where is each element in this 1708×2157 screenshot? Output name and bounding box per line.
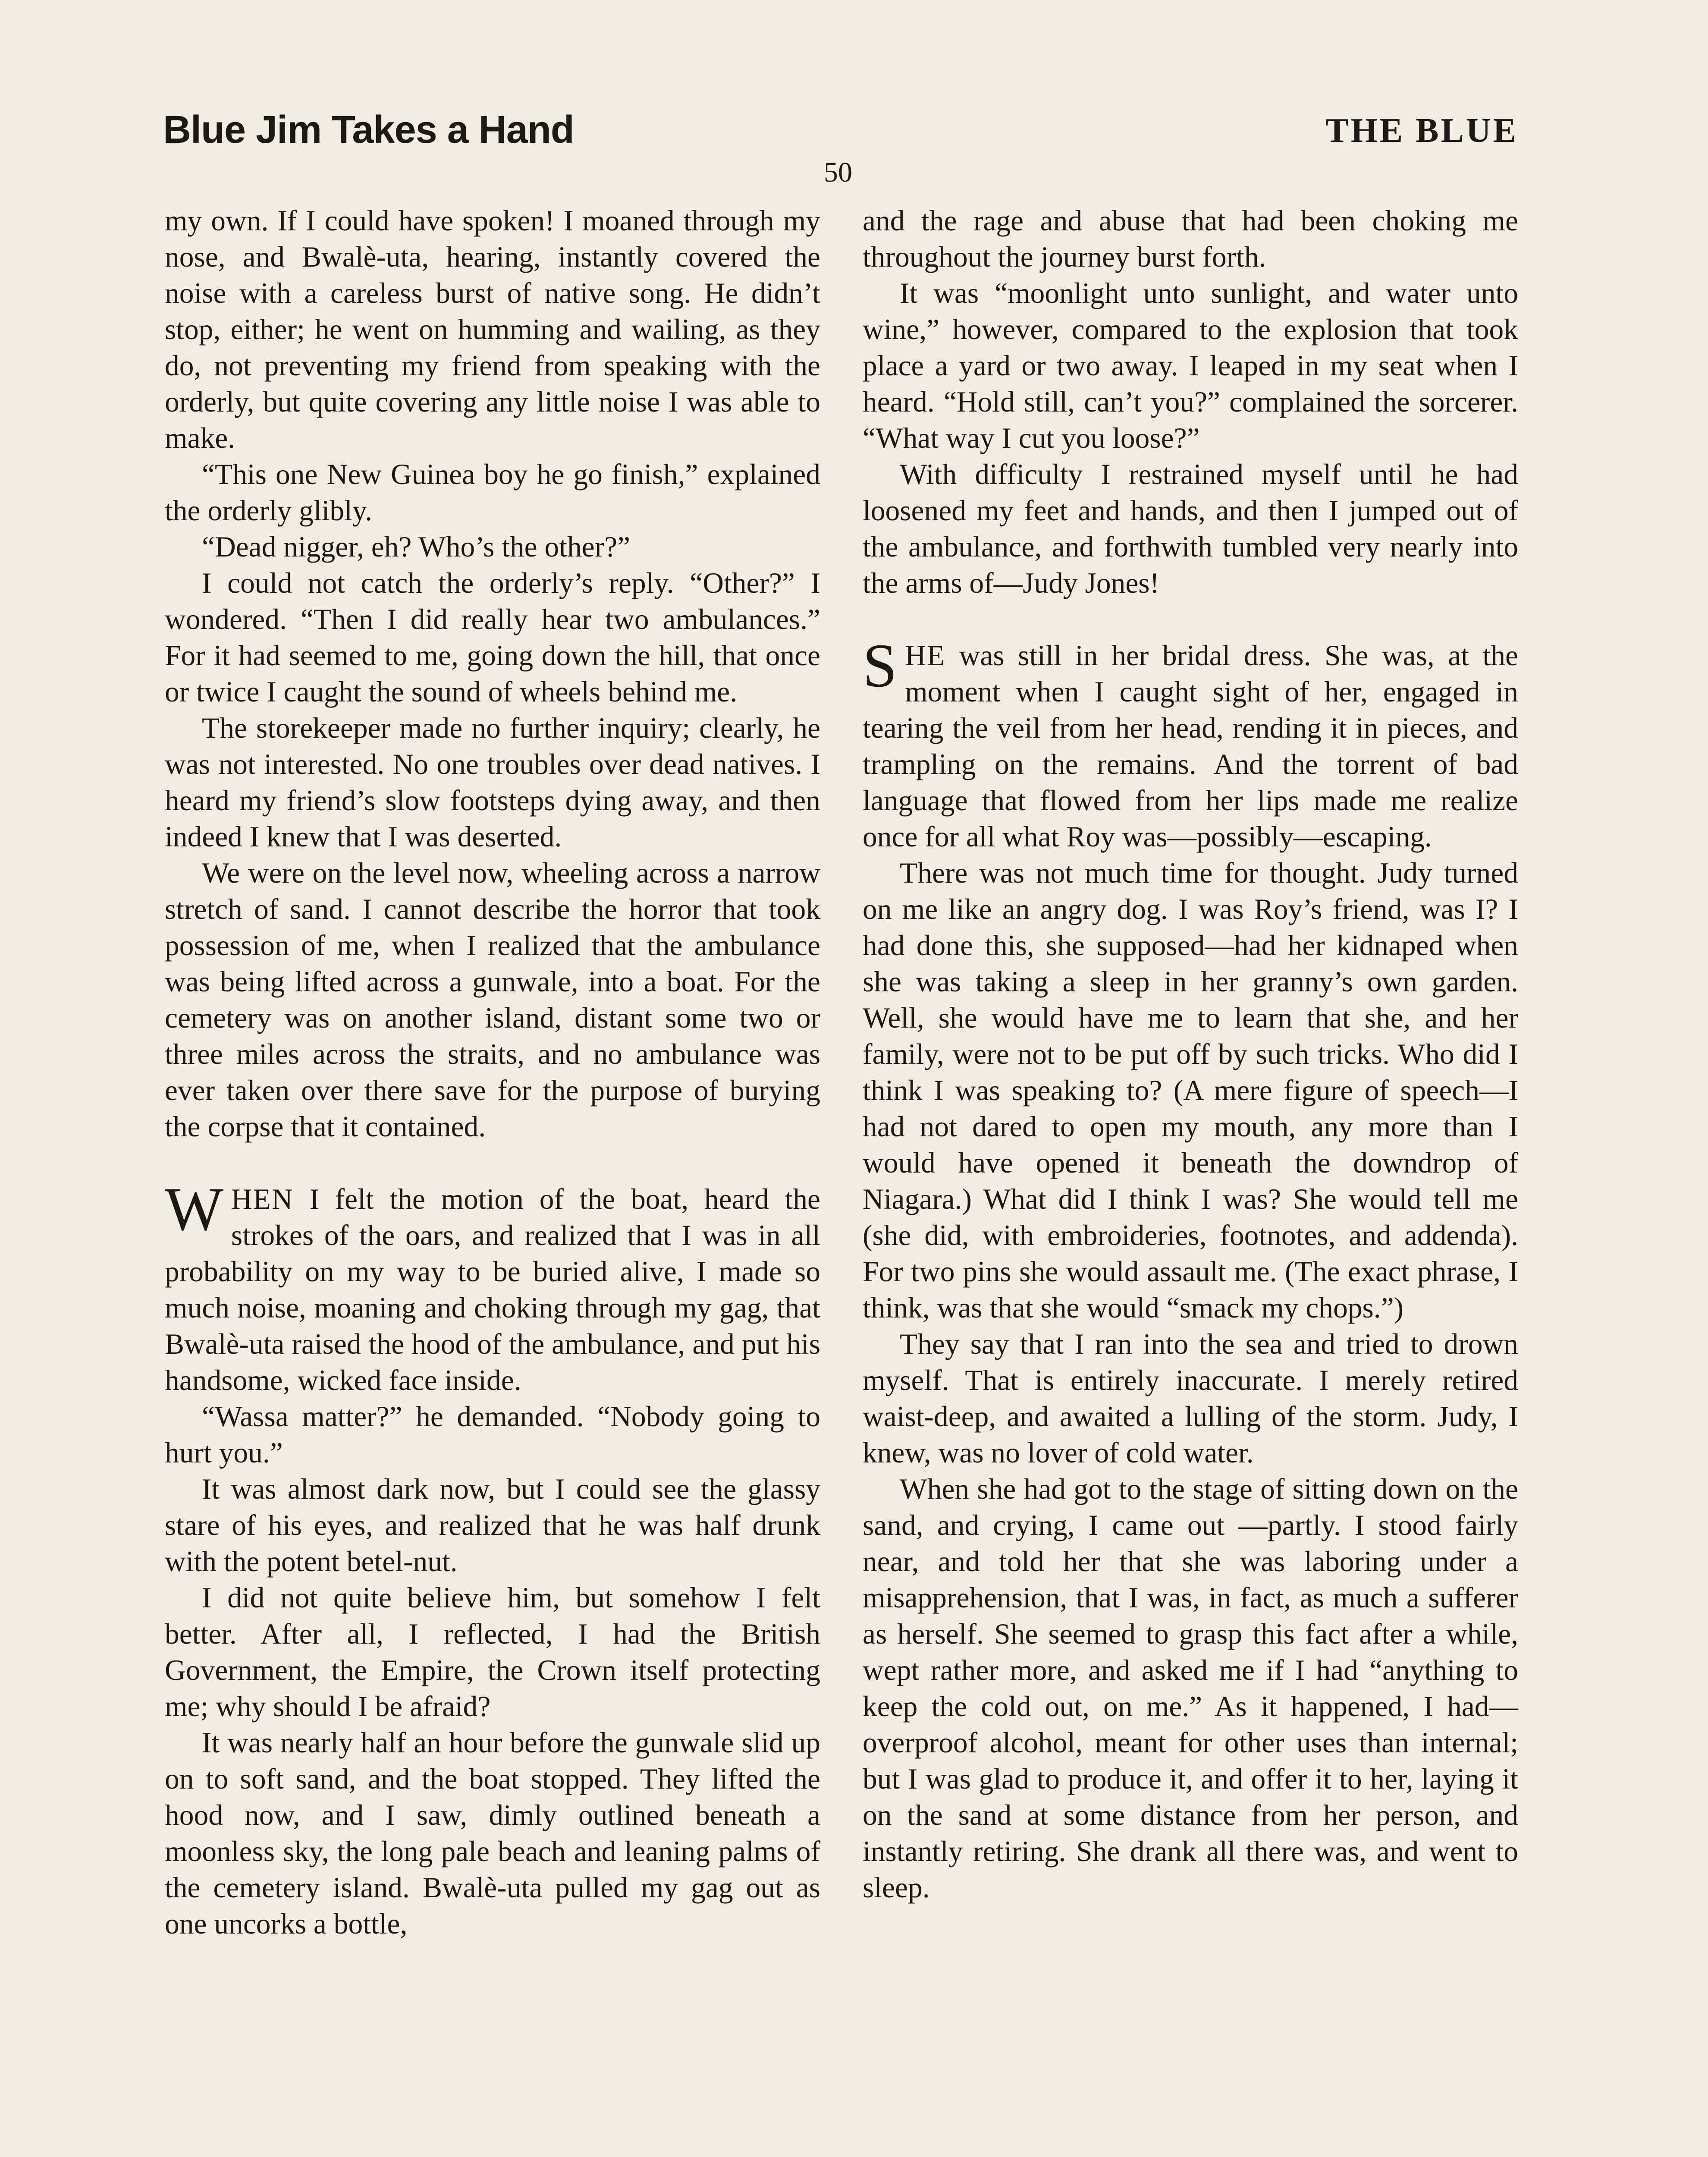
page-number: 50 <box>824 157 852 188</box>
paragraph: They say that I ran into the sea and tried to drown myself. That is entirely inaccurate. I merely retired waist-deep, and awaited a lulling of the storm. Judy, I knew, was no lover of cold water. <box>863 1328 1518 1469</box>
paragraph: “This one New Guinea boy he go finish,” explained the orderly glibly. <box>165 458 820 527</box>
paragraph: It was almost dark now, but I could see the glassy stare of his eyes, and realized that he was half drunk with the potent betel-nut. <box>165 1473 820 1578</box>
left-column <box>165 203 820 1942</box>
magazine-name: THE BLUE <box>1325 112 1518 150</box>
section-start-paragraph <box>165 1175 820 1399</box>
section-start-paragraph <box>863 632 1518 855</box>
paragraph: There was not much time for thought. Judy turned on me like an angry dog. I was Roy’s friend, was I? I had done this, she supposed—had her kidnaped when she was taking a sleep in her granny’s own garden. Well, she would have me to learn that she, and her family, were not to be put off by such tricks. Who did I think I was speaking to? (A mere figure of speech—I had not dared to open my mouth, any more than I would have opened it beneath the downdrop of Niagara.) What did I think I was? She would tell me (she did, with embroideries, footnotes, and addenda). For two pins she would assault me. (The exact phrase, I think, was that she would “smack my chops.”) <box>863 857 1518 1324</box>
paragraph: With difficulty I restrained myself until he had loosened my feet and hands, and then I jumped out of the ambulance, and forthwith tumbled very nearly into the arms of—Judy Jones! <box>863 458 1518 599</box>
right-column <box>863 203 1518 1906</box>
paragraph: When she had got to the stage of sitting down on the sand, and crying, I came out —partly. I stood fairly near, and told her that she was laboring under a misapprehension, that I was, in fact, as much a sufferer as herself. She seemed to grasp this fact after a while, wept rather more, and asked me if I had “anything to keep the cold out, on me.” As it happened, I had—overproof alcohol, meant for other uses than internal; but I was glad to produce it, and offer it to her, laying it on the sand at some distance from her person, and instantly retiring. She drank all there was, and went to sleep. <box>863 1473 1518 1904</box>
drop-cap: S <box>863 632 898 700</box>
small-caps-lead: HE <box>905 639 946 672</box>
paragraph-text: was still in her bridal dress. She was, at the moment when I caught sight of her, engaged in tearing the veil from her head, rending it in pieces, and trampling on the remains. And the torrent of bad language that flowed from her lips made me realize once for all what Roy was—possibly—escaping. <box>863 639 1518 853</box>
paragraph: and the rage and abuse that had been choking me throughout the journey burst forth. <box>863 204 1518 273</box>
paragraph: “Dead nigger, eh? Who’s the other?” <box>202 531 631 563</box>
paragraph: my own. If I could have spoken! I moaned through my nose, and Bwalè-uta, hearing, instantly covered the noise with a careless burst of native song. He didn’t stop, either; he went on humming and wailing, as they do, not preventing my friend from speaking with the orderly, but quite covering any little noise I was able to make. <box>165 204 820 454</box>
story-title: Blue Jim Takes a Hand <box>163 108 574 151</box>
paragraph: It was “moonlight unto sunlight, and water unto wine,” however, compared to the explosion that took place a yard or two away. I leaped in my seat when I heard. “Hold still, can’t you?” complained the sorcerer. “What way I cut you loose?” <box>863 277 1518 454</box>
paragraph: We were on the level now, wheeling across a narrow stretch of sand. I cannot describe the horror that took possession of me, when I realized that the ambulance was being lifted across a gunwale, into a boat. For the cemetery was on another island, distant some two or three miles across the straits, and no ambulance was ever taken over there save for the purpose of burying the corpse that it contained. <box>165 857 820 1143</box>
small-caps-lead: HEN <box>231 1183 294 1215</box>
paragraph: The storekeeper made no further inquiry; clearly, he was not interested. No one troubles over dead natives. I heard my friend’s slow footsteps dying away, and then indeed I knew that I was deserted. <box>165 712 820 853</box>
drop-cap: W <box>165 1175 223 1244</box>
paragraph: I could not catch the orderly’s reply. “Other?” I wondered. “Then I did really hear two ambulances.” For it had seemed to me, going down the hill, that once or twice I caught the sound of wheels behind me. <box>165 567 820 708</box>
paragraph: It was nearly half an hour before the gunwale slid up on to soft sand, and the boat stopped. They lifted the hood now, and I saw, dimly outlined beneath a moonless sky, the long pale beach and leaning palms of the cemetery island. Bwalè-uta pulled my gag out as one uncorks a bottle, <box>165 1726 820 1940</box>
paragraph: I did not quite believe him, but somehow I felt better. After all, I reflected, I had the British Government, the Empire, the Crown itself protecting me; why should I be afraid? <box>165 1582 820 1723</box>
paragraph: “Wassa matter?” he demanded. “Nobody going to hurt you.” <box>165 1400 820 1469</box>
paragraph-text: I felt the motion of the boat, heard the strokes of the oars, and realized that I was in all probability on my way to be buried alive, I made so much noise, moaning and choking through my gag, that Bwalè-uta raised the hood of the ambulance, and put his handsome, wicked face inside. <box>165 1183 820 1396</box>
